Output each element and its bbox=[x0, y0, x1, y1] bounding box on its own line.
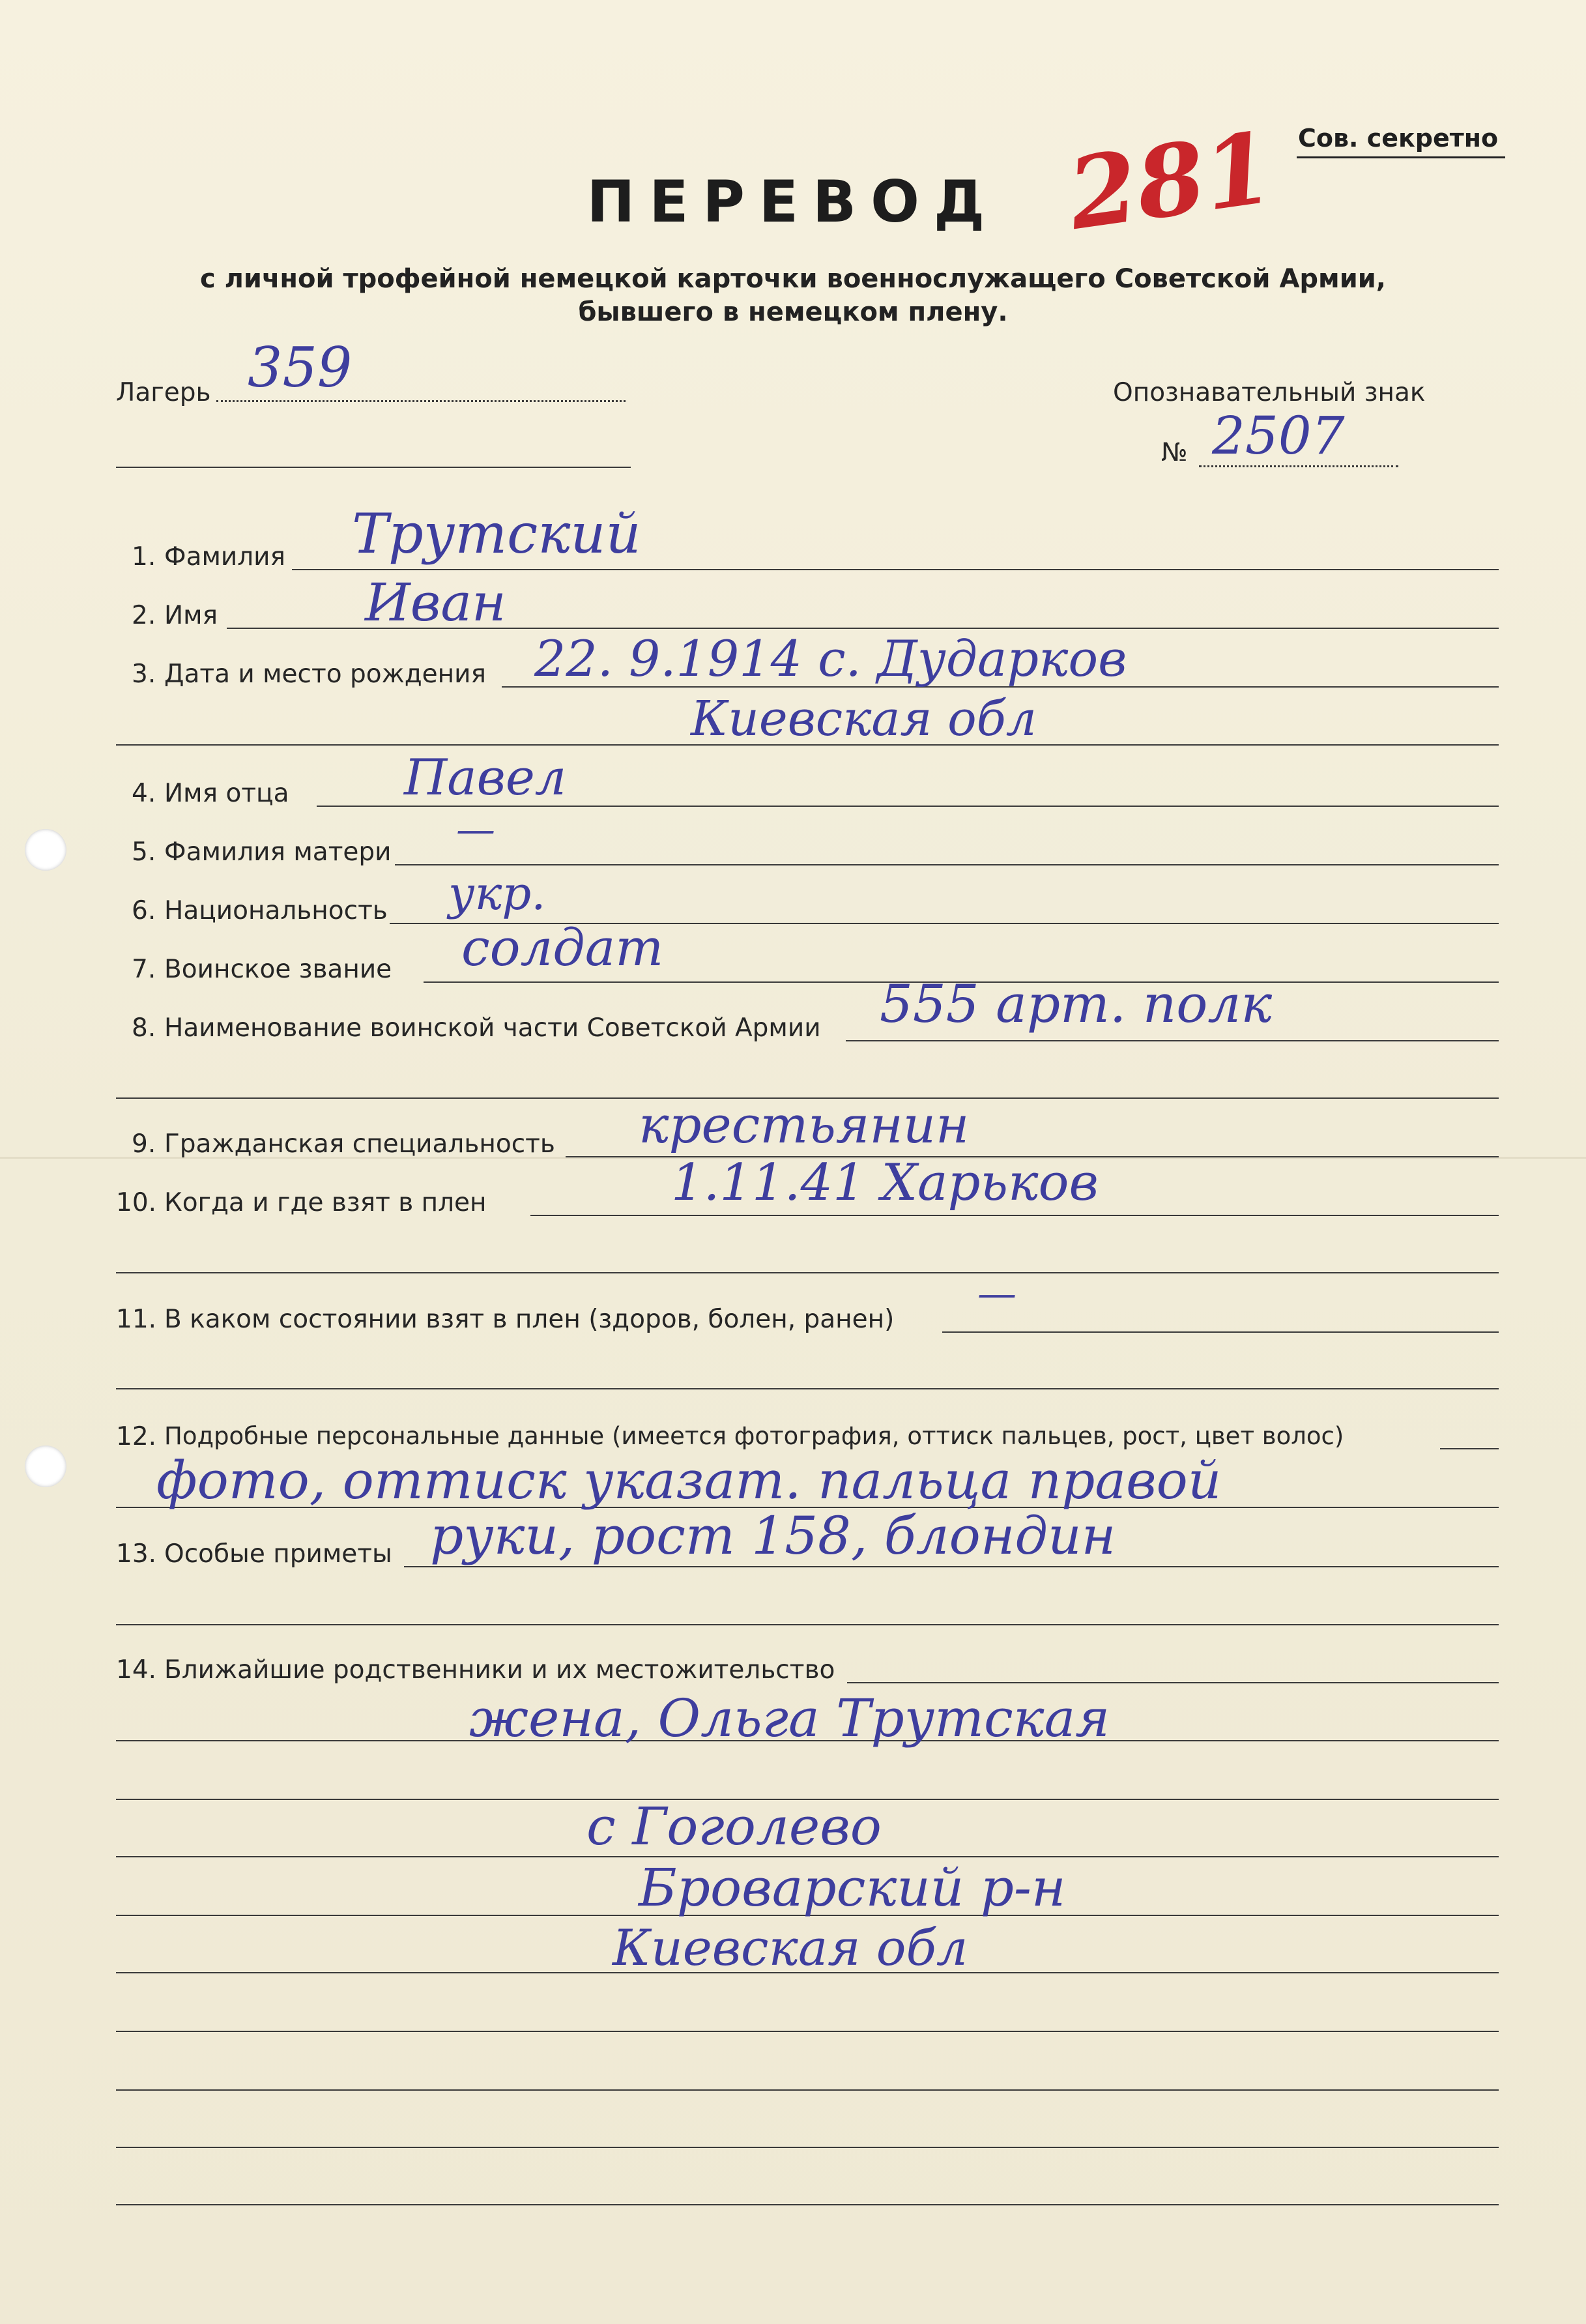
field-10-line-2 bbox=[116, 1272, 1499, 1273]
field-8-number: 8. bbox=[132, 1013, 156, 1043]
field-14-line-4: Киевская обл bbox=[613, 1919, 968, 1977]
field-5-number: 5. bbox=[132, 837, 156, 867]
id-tag-number-sign: № bbox=[1161, 438, 1188, 467]
field-14-line-2: с Гоголево bbox=[586, 1796, 882, 1857]
document-title: ПЕРЕВОД bbox=[586, 168, 1000, 235]
field-11-number: 11. bbox=[116, 1305, 157, 1334]
field-14-number: 14. bbox=[116, 1655, 157, 1685]
field-14-line-3: Броварский р-н bbox=[639, 1857, 1066, 1918]
subtitle-line-2: бывшего в немецком плену. bbox=[578, 297, 1008, 327]
field-2-value: Иван bbox=[365, 572, 506, 633]
field-9-number: 9. bbox=[132, 1129, 156, 1159]
field-13-number: 13. bbox=[116, 1539, 157, 1569]
field-9-label: Гражданская специальность bbox=[164, 1129, 555, 1159]
field-13-line-2 bbox=[116, 1624, 1499, 1625]
field-1-line bbox=[292, 569, 1499, 570]
field-6-number: 6. bbox=[132, 896, 156, 925]
field-10-label: Когда и где взят в плен bbox=[164, 1188, 487, 1217]
camp-line bbox=[216, 400, 626, 402]
camp-label: Лагерь bbox=[116, 378, 211, 407]
subtitle-line-1: с личной трофейной немецкой карточки военнослужащего Советской Армии, bbox=[199, 264, 1387, 294]
field-13-line bbox=[404, 1566, 1499, 1567]
field-11-value: — bbox=[977, 1271, 1016, 1316]
field-9-value: крестьянин bbox=[639, 1096, 970, 1155]
field-10-number: 10. bbox=[116, 1188, 157, 1217]
field-7-label: Воинское звание bbox=[164, 955, 392, 984]
field-14-rule-6 bbox=[116, 2031, 1499, 2032]
field-1-value: Трутский bbox=[352, 502, 641, 566]
secrecy-underline bbox=[1297, 156, 1505, 158]
field-12-line bbox=[1440, 1448, 1499, 1449]
field-2-label: Имя bbox=[164, 601, 218, 630]
field-4-number: 4. bbox=[132, 779, 156, 808]
field-8-line bbox=[846, 1040, 1499, 1041]
field-14-label: Ближайшие родственники и их местожительство bbox=[164, 1655, 835, 1685]
id-tag-label: Опознавательный знак bbox=[1113, 378, 1426, 407]
field-6-label: Национальность bbox=[164, 896, 388, 925]
field-14-rule-9 bbox=[116, 2204, 1499, 2205]
field-13-label: Особые приметы bbox=[164, 1539, 392, 1569]
field-11-line bbox=[942, 1331, 1499, 1333]
field-14-rule-7 bbox=[116, 2089, 1499, 2091]
punch-hole-top bbox=[25, 829, 66, 871]
field-1-label: Фамилия bbox=[164, 542, 285, 572]
field-10-value: 1.11.41 Харьков bbox=[671, 1154, 1099, 1212]
camp-line-2 bbox=[116, 467, 631, 468]
field-12-label: Подробные персональные данные (имеется фотография, оттиск пальцев, рост, цвет волос) bbox=[164, 1422, 1344, 1450]
field-8-value: 555 арт. полк bbox=[880, 974, 1273, 1034]
field-13-value: руки, рост 158, блондин bbox=[430, 1505, 1116, 1566]
field-7-value: солдат bbox=[461, 919, 664, 978]
field-5-label: Фамилия матери bbox=[164, 837, 392, 867]
field-14-rule-8 bbox=[116, 2147, 1499, 2148]
camp-value: 359 bbox=[248, 336, 353, 399]
field-11-line-2 bbox=[116, 1388, 1499, 1389]
field-12-number: 12. bbox=[116, 1422, 157, 1451]
field-10-line bbox=[530, 1215, 1499, 1216]
field-11-label: В каком состоянии взят в плен (здоров, болен, ранен) bbox=[164, 1305, 895, 1334]
field-5-value: — bbox=[456, 807, 495, 852]
field-4-label: Имя отца bbox=[164, 779, 289, 808]
field-1-number: 1. bbox=[132, 542, 156, 572]
field-5-line bbox=[395, 864, 1499, 865]
field-14-line bbox=[847, 1682, 1499, 1683]
field-7-number: 7. bbox=[132, 955, 156, 984]
red-archive-number: 281 bbox=[1061, 110, 1280, 252]
id-tag-value: 2507 bbox=[1212, 405, 1345, 466]
field-6-value: укр. bbox=[448, 867, 546, 920]
punch-hole-bottom bbox=[25, 1445, 66, 1487]
secrecy-label: Сов. секретно bbox=[1298, 124, 1499, 153]
field-2-number: 2. bbox=[132, 601, 156, 630]
field-3-label: Дата и место рождения bbox=[164, 660, 486, 689]
field-14-line-1: жена, Ольга Трутская bbox=[469, 1688, 1110, 1749]
field-12-value: фото, оттиск указат. пальца правой bbox=[156, 1450, 1222, 1511]
field-8-label: Наименование воинской части Советской Армии bbox=[164, 1013, 821, 1043]
field-3-number: 3. bbox=[132, 660, 156, 689]
field-4-value: Павел bbox=[404, 748, 567, 806]
field-3-value: 22. 9.1914 с. Дударков bbox=[534, 630, 1127, 688]
field-3-value-2: Киевская обл bbox=[691, 691, 1037, 747]
